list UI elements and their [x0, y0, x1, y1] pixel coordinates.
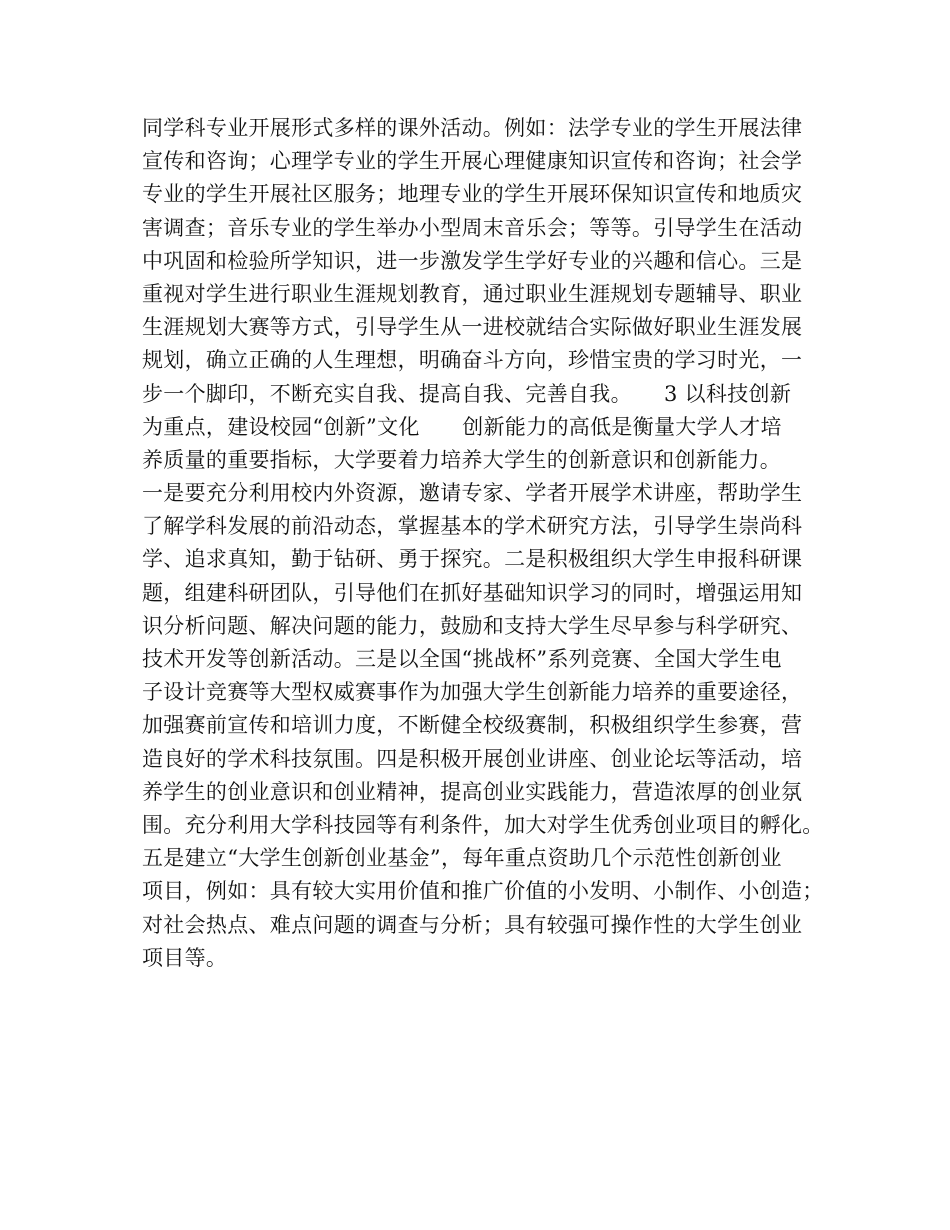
text-line: 害调查；音乐专业的学生举办小型周末音乐会；等等。引导学生在活动: [142, 215, 803, 240]
text-line: 学、追求真知，勤于钻研、勇于探究。二是积极组织大学生申报科研课: [142, 547, 803, 572]
text-line: 生涯规划大赛等方式，引导学生从一进校就结合实际做好职业生涯发展: [142, 315, 803, 340]
text-line: 宣传和咨询；心理学专业的学生开展心理健康知识宣传和咨询；社会学: [142, 149, 803, 174]
text-line: 项目等。: [142, 945, 228, 970]
text-line: 了解学科发展的前沿动态，掌握基本的学术研究方法，引导学生崇尚科: [142, 514, 803, 539]
text-line: 对社会热点、难点问题的调查与分析；具有较强可操作性的大学生创业: [142, 912, 803, 937]
text-line: 一是要充分利用校内外资源，邀请专家、学者开展学术讲座，帮助学生: [142, 481, 803, 506]
text-line: 重视对学生进行职业生涯规划教育，通过职业生涯规划专题辅导、职业: [142, 281, 803, 306]
text-line: 养质量的重要指标，大学要着力培养大学生的创新意识和创新能力。: [142, 447, 781, 472]
text-line: 加强赛前宣传和培训力度，不断健全校级赛制，积极组织学生参赛，营: [142, 713, 803, 738]
text-line: 子设计竞赛等大型权威赛事作为加强大学生创新能力培养的重要途径，: [142, 680, 803, 705]
text-line: 养学生的创业意识和创业精神，提高创业实践能力，营造浓厚的创业氛: [142, 779, 803, 804]
text-line: 题，组建科研团队，引导他们在抓好基础知识学习的同时，增强运用知: [142, 580, 803, 605]
text-line: 步一个脚印，不断充实自我、提高自我、完善自我。 3 以科技创新: [142, 381, 792, 406]
text-line: 同学科专业开展形式多样的课外活动。例如：法学专业的学生开展法律: [142, 116, 803, 140]
text-line: 围。充分利用大学科技园等有利条件，加大对学生优秀创业项目的孵化。: [142, 812, 824, 837]
text-line: 技术开发等创新活动。三是以全国“挑战杯”系列竞赛、全国大学生电: [142, 647, 782, 671]
body-text: [142, 112, 842, 975]
text-line: 五是建立“大学生创新创业基金”，每年重点资助几个示范性创新创业: [142, 846, 782, 871]
text-line: 为重点，建设校园“创新”文化 创新能力的高低是衡量大学人才培: [142, 414, 782, 439]
text-line: 项目，例如：具有较大实用价值和推广价值的小发明、小制作、小创造；: [142, 879, 824, 904]
text-line: 造良好的学术科技氛围。四是积极开展创业讲座、创业论坛等活动，培: [142, 746, 803, 771]
text-line: 识分析问题、解决问题的能力，鼓励和支持大学生尽早参与科学研究、: [142, 613, 803, 638]
text-line: 规划，确立正确的人生理想，明确奋斗方向，珍惜宝贵的学习时光，一: [142, 348, 803, 373]
text-line: 中巩固和检验所学知识，进一步激发学生学好专业的兴趣和信心。三是: [142, 248, 803, 273]
text-line: 专业的学生开展社区服务；地理专业的学生开展环保知识宣传和地质灾: [142, 182, 803, 207]
